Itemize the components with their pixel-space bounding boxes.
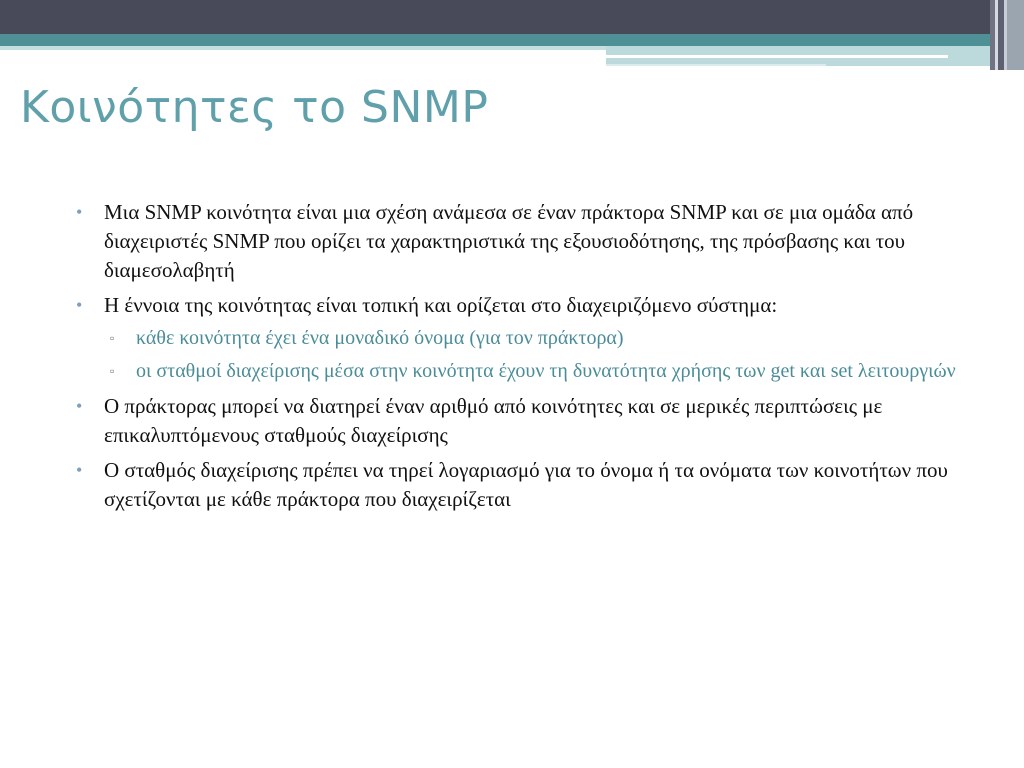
sub-bullet-marker: ▫: [110, 364, 115, 378]
corner-stripes: [990, 0, 1024, 70]
bullet-list: [76, 198, 956, 514]
bullet-text: Η έννοια της κοινότητας είναι τοπική και ορίζεται στο διαχειριζόμενο σύστημα:: [104, 293, 778, 317]
bullet-item: [76, 291, 956, 386]
sub-bullet-item: [104, 357, 956, 386]
slide-title: Κοινότητες το SNMP: [20, 82, 489, 133]
slide-body: [76, 198, 956, 520]
sub-bullet-text: κάθε κοινότητα έχει ένα μοναδικό όνομα (για τον πράκτορα): [136, 327, 624, 349]
bullet-text: Μια SNMP κοινότητα είναι μια σχέση ανάμεσα σε έναν πράκτορα SNMP και σε μια ομάδα από διαχειριστές SNMP που ορίζει τα χαρακτηριστικά της εξουσιοδότησης, της πρόσβασης και του διαμεσολαβητή: [104, 200, 914, 282]
bullet-item: [76, 456, 956, 514]
top-banner-line-thin: [606, 64, 826, 66]
bullet-text: Ο σταθμός διαχείρισης πρέπει να τηρεί λογαριασμό για το όνομα ή τα ονόματα των κοινοτήτων που σχετίζονται με κάθε πράκτορα που διαχειρίζεται: [104, 458, 948, 511]
bullet-item: [76, 392, 956, 450]
top-banner-line: [606, 55, 948, 58]
bullet-item: [76, 198, 956, 285]
sub-bullet-list: [104, 324, 956, 386]
sub-bullet-item: [104, 324, 956, 353]
bullet-marker: •: [76, 295, 83, 315]
bullet-text: Ο πράκτορας μπορεί να διατηρεί έναν αριθμό από κοινότητες και σε μερικές περιπτώσεις με επικαλυπτόμενους σταθμούς διαχείρισης: [104, 394, 883, 447]
sub-bullet-marker: ▫: [110, 331, 115, 345]
bullet-marker: •: [76, 460, 83, 480]
sub-bullet-text: οι σταθμοί διαχείρισης μέσα στην κοινότητα έχουν τη δυνατότητα χρήσης των get και set λειτουργιών: [136, 360, 956, 382]
bullet-marker: •: [76, 202, 83, 222]
top-banner-dark: [0, 0, 1024, 34]
top-banner-teal: [0, 34, 1024, 46]
bullet-marker: •: [76, 396, 83, 416]
